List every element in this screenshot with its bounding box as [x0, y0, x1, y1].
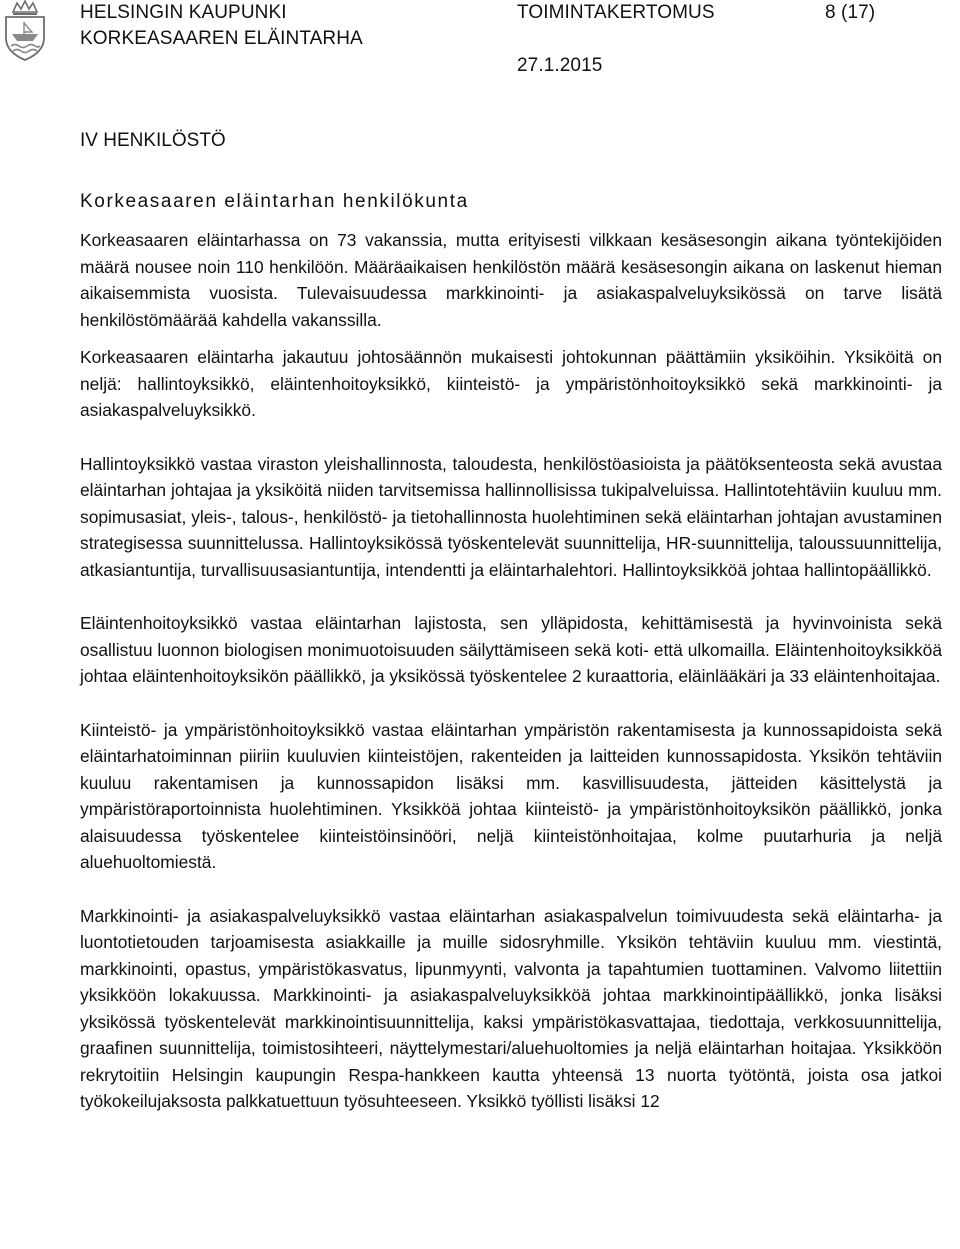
paragraph-property: Kiinteistö- ja ympäristönhoitoyksikkö vastaa eläintarhan ympäristön rakentamisesta ja kunnossapidoista sekä eläintarhatoiminnan piiriin kuuluvien kiinteistöjen, rakenteiden ja laitteiden kunnossapidosta. Yksikön tehtäviin kuuluu rakentamisen ja kunnossapidon lisäksi mm. kasvillisuudesta, jätteiden käsittelystä ja ympäristöraportoinnista huolehtiminen. Yksikköä johtaa kiinteistö- ja ympäristönhoitoyksikön päällikkö, jonka alaisuudessa työskentelee kiinteistöinsinööri, neljä kiinteistönhoitajaa, kolme puutarhuria ja neljä aluehuoltomiestä. — [80, 719, 942, 872]
page-number: 8 (17) — [825, 2, 876, 23]
helsinki-crest-logo — [2, 0, 48, 62]
paragraph-animal-care: Eläintenhoitoyksikkö vastaa eläintarhan lajistosta, sen ylläpidosta, kehittämisestä ja hyvinvoinista sekä osallistuu luonnon biologisen monimuotoisuuden säilyttämiseen sekä koti- että ulkomailla. Eläintenhoitoyksikköä johtaa eläintenhoitoyksikön päällikkö, ja yksikössä työskentelee 2 kuraattoria, eläinlääkäri ja 33 eläintenhoitajaa. — [80, 613, 942, 686]
document-body — [80, 128, 942, 1142]
subsection-title: Korkeasaaren eläintarhan henkilökunta — [80, 191, 469, 212]
document-date: 27.1.2015 — [517, 55, 603, 76]
paragraph-staffing: Korkeasaaren eläintarhassa on 73 vakanssia, mutta erityisesti vilkkaan kesäsesongin aikana työntekijöiden määrä nousee noin 110 henkilöön. Määräaikaisen henkilöstön määrä kesäsesongin aikana on laskenut hieman aikaisemmista vuosista. Tulevaisuudessa markkinointi- ja asiakaspalveluyksikössä on tarve lisätä henkilöstömäärää kahdella vakanssilla. — [80, 230, 942, 330]
paragraph-units: Korkeasaaren eläintarha jakautuu johtosäännön mukaisesti johtokunnan päättämiin yksiköihin. Yksiköitä on neljä: hallintoyksikkö, eläintenhoitoyksikkö, kiinteistö- ja ympäristönhoitoyksikkö sekä markkinointi- ja asiakaspalveluyksikkö. — [80, 347, 942, 420]
paragraph-administration: Hallintoyksikkö vastaa viraston yleishallinnosta, taloudesta, henkilöstöasioista ja päätöksenteosta sekä avustaa eläintarhan johtajaa ja yksiköitä niiden tarvitsemissa hallinnollisissa tukipalveluissa. Hallintotehtäviin kuuluu mm. sopimusasiat, yleis-, talous-, henkilöstö- ja tietohallinnosta huolehtiminen sekä eläintarhan johtajan avustaminen strategisessa suunnittelussa. Hallintoyksikössä työskentelevät suunnittelija, HR-suunnittelija, taloussuunnittelija, atkasiantuntija, turvallisuusasiantuntija, intendentti ja eläintarhalehtori. Hallintoyksikköä johtaa hallintopäällikkö. — [80, 453, 942, 580]
document-type: TOIMINTAKERTOMUS — [517, 2, 715, 23]
unit-name: KORKEASAAREN ELÄINTARHA — [80, 28, 363, 49]
section-title: IV HENKILÖSTÖ — [80, 130, 226, 151]
paragraph-marketing: Markkinointi- ja asiakaspalveluyksikkö vastaa eläintarhan asiakaspalvelun toimivuudesta sekä eläintarha- ja luontotietouden tarjoamisesta asiakkaille ja muille sidosryhmille. Yksikön tehtäviin kuuluu mm. viestintä, markkinointi, opastus, ympäristökasvatus, lipunmyynti, valvonta ja tapahtumien tuottaminen. Valvomo liitettiin yksikköön lokakuussa. Markkinointi- ja asiakaspalveluyksikköä johtaa markkinointipäällikkö, jonka lisäksi yksikössä työskentelevät markkinointisuunnittelija, kaksi ympäristökasvattajaa, tiedottaja, verkkosuunnittelija, graafinen suunnittelija, toimistosihteeri, näyttelymestari/aluehuoltomies ja neljä eläintarhan hoitajaa. Yksikköön rekrytoitiin Helsingin kaupungin Respa-hankkeen kautta yhteensä 13 nuorta työtöntä, joista osa jatkoi työkokeilujaksosta palkkatuettuun työsuhteeseen. Yksikkö työllisti lisäksi 12 — [80, 905, 942, 1111]
org-name: HELSINGIN KAUPUNKI — [80, 2, 287, 23]
